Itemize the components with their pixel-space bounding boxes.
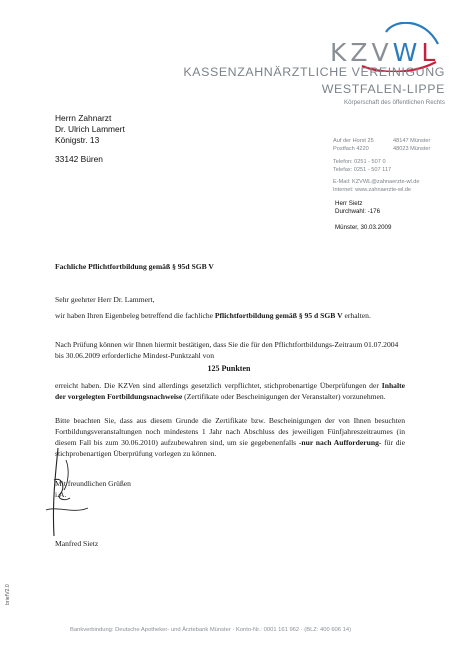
recipient-title: Herrn Zahnarzt (55, 113, 112, 123)
paragraph-3: erreicht haben. Die KZVen sind allerdings gesetzlich verpflichtet, stichprobenartige Überprüfungen der Inhalte der vorgelegten Fortbildungsnachweise (Zertifikate oder Bescheinigungen der Veranstalter) vorzunehmen. (55, 381, 405, 401)
closing-greeting: Mit freundlichen Grüßen (55, 479, 131, 488)
form-code: briefV2.0 (5, 584, 11, 605)
contact-pobox-zip: 48023 Münster (393, 146, 431, 153)
letter-subject: Fachliche Pflichtfortbildung gemäß § 95d SGB V (55, 262, 214, 271)
paragraph-1: wir haben Ihren Eigenbeleg betreffend die fachliche Pflichtfortbildung gemäß § 95 d SGB V erhalten. (55, 311, 371, 320)
recipient-city: 33142 Büren (55, 154, 103, 164)
recipient-street: Königstr. 13 (55, 135, 100, 145)
logo-letter-w: W (392, 38, 422, 67)
letter-date: Münster, 30.03.2009 (335, 224, 392, 231)
logo-letter-k: K (330, 38, 351, 67)
contact-internet: Internet: www.zahnaerzte-wl.de (333, 187, 412, 194)
paragraph-2: Nach Prüfung können wir Ihnen hiermit bestätigen, dass Sie die für den Pflichtfortbildungs-Zeitraum 01.07.2004 bis 30.06.2009 erforderliche Mindest-Punktzahl von (55, 340, 399, 360)
contact-street-zip: 48147 Münster (393, 138, 431, 144)
contact-street: Auf der Horst 25 (333, 138, 374, 144)
recipient-name: Dr. Ulrich Lammert (55, 124, 125, 134)
org-name: KASSENZAHNÄRZTLICHE VEREINIGUNG (183, 65, 445, 79)
org-region: WESTFALEN-LIPPE (321, 82, 445, 96)
highlight-aufforderung: -nur nach Aufforderung- (298, 438, 382, 447)
points-total: 125 Punkten (207, 364, 251, 373)
sender-contact (333, 137, 430, 195)
handwritten-signature (18, 440, 128, 540)
contact-fax: Telefax: 0251 - 507 117 (333, 166, 392, 173)
closing-ia: i.A. (55, 490, 67, 499)
salutation: Sehr geehrter Herr Dr. Lammert, (55, 295, 155, 304)
highlight-pflichtfortbildung: Pflichtfortbildung gemäß § 95 d SGB V (214, 311, 343, 320)
contact-phone: Telefon: 0251 - 507 0 (333, 158, 386, 165)
highlight-inhalte: Inhalte der vorgelegten Fortbildungsnachweise (55, 381, 405, 401)
logo-letter-l: L (421, 38, 440, 67)
signer-name: Manfred Sietz (55, 539, 99, 548)
reference-block (335, 200, 380, 216)
logo-letter-v: V (371, 38, 393, 67)
paragraph-4: Bitte beachten Sie, dass aus diesem Grunde die Zertifikate bzw. Bescheinigungen der von Ihnen besuchten Fortbildungsveranstaltungen noch mindestens 1 Jahr nach Abschluss des jeweiligen Fünfjahreszeitraumes (in diesem Fall bis zum 30.06.2010) aufzubewahren sind, um sie gegebenenfalls -nur nach Aufforderung- für die stichprobenartigen Überprüfung vorlegen zu können. (55, 416, 405, 458)
logo-letter-z: Z (350, 38, 372, 67)
recipient-address (55, 113, 125, 165)
reference-phone: Durchwahl: -176 (335, 208, 381, 215)
contact-pobox: Postfach 4220 (333, 146, 369, 153)
reference-name: Herr Sietz (335, 200, 363, 207)
org-legal-form: Körperschaft des öffentlichen Rechts (343, 99, 445, 106)
contact-email: E-Mail: KZVWL@zahnaerzte-wl.de (333, 179, 420, 186)
bank-details: Bankverbindung: Deutsche Apotheker- und Ärztebank Münster · Konto-Nr.: 0001 161 962 · (BLZ: 400 606 14) (70, 627, 351, 633)
